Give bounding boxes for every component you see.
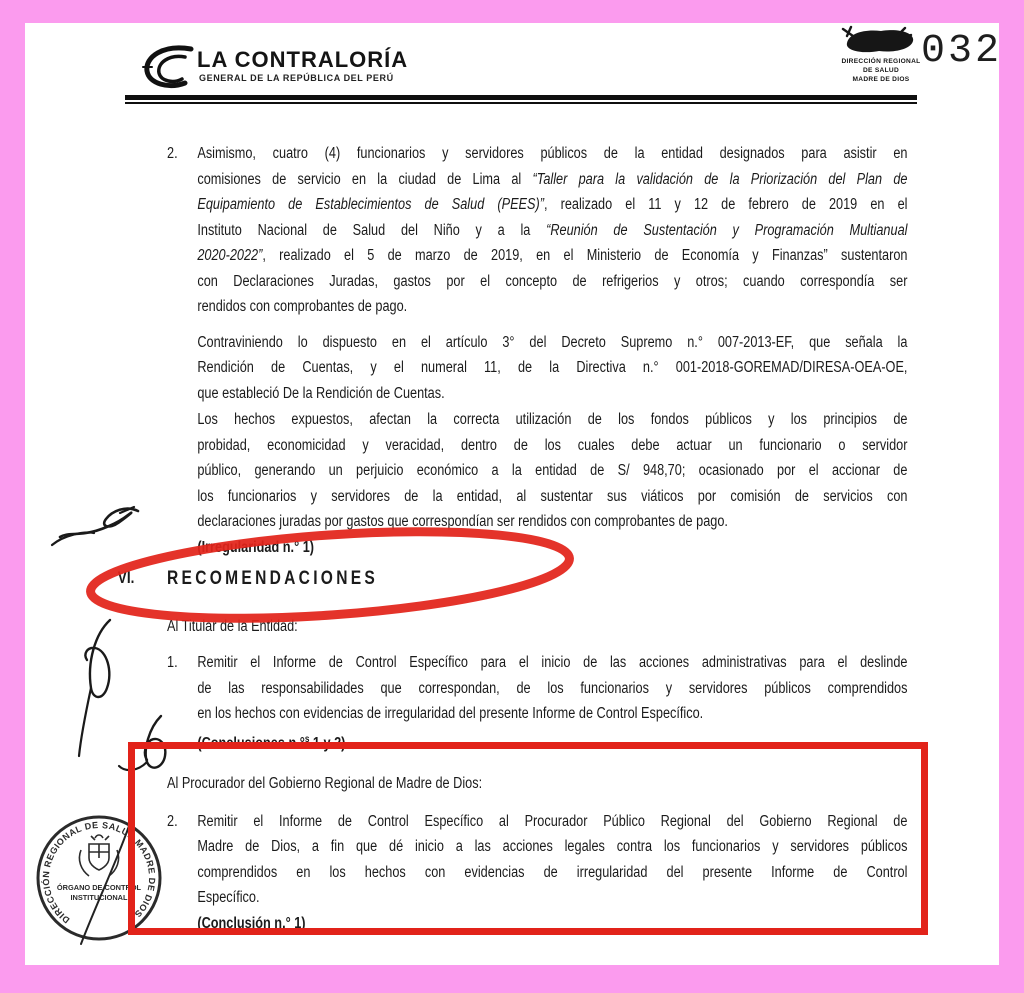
stamp-line3: MADRE DE DIOS	[852, 76, 910, 83]
stamp-line1: DIRECCIÓN REGIONAL	[841, 58, 921, 65]
seal-center-line2: INSTITUCIONAL	[70, 893, 128, 902]
diresa-stamp	[833, 25, 929, 87]
page-number: 032	[921, 29, 1003, 74]
seal-center-line1: ÓRGANO DE CONTROL	[56, 883, 142, 892]
section-title: RECOMENDACIONES	[167, 568, 379, 589]
org-subtitle: GENERAL DE LA REPÚBLICA DEL PERÚ	[199, 73, 394, 83]
red-ellipse-annotation	[65, 518, 605, 633]
section-numeral: VI.	[117, 569, 135, 587]
item-number: 1.	[167, 654, 178, 671]
al-titular-line: Al Titular de la Entidad:	[167, 617, 298, 635]
seal-ring-text: DIRECCIÓN REGIONAL DE SALUD MADRE DE DIOS	[40, 819, 158, 926]
contraloria-logo-icon	[141, 43, 195, 89]
item-text: Asimismo, cuatro (4) funcionarios y servidores públicos de la entidad designados para asistir en comisiones de servicio en la ciudad de Lima al “Taller para la validación de la Priorización del Plan de Equipamiento de Establecimientos de Salud (PEES)”, realizado el 11 y 12 de febrero de 2019 en el Instituto Nacional de Salud del Niño y a la “Reunión de Sustentación y Programación Multianual 2020-2022”, realizado el 5 de marzo de 2019, en el Ministerio de Economía y Finanzas” sustentaron con Declaraciones Juradas, gastos por el concepto de refrigerios y otros; cuando correspondía ser rendidos con comprobantes de pago.	[197, 145, 908, 315]
document-page	[25, 23, 1003, 965]
paragraph-item-2	[167, 141, 907, 320]
conclusion-label: (Conclusión n.° 1)	[197, 914, 306, 932]
item-text: Remitir el Informe de Control Específico para el inicio de las acciones administrativas para el deslinde de las responsabilidades que correspondan, de los funcionarios y servidores públicos comprendidos en los hechos con evidencias de irregularidad del presente Informe de Control Específico.	[197, 654, 908, 722]
item-number: 2.	[167, 145, 178, 162]
paragraph-hechos: Los hechos expuestos, afectan la correcta utilización de los fondos públicos y los principios de probidad, economicidad y veracidad, dentro de los cuales debe actuar un funcionario o servidor público, generando un perjuicio económico a la entidad de S/ 948,70; ocasionado por el accionar de los funcionarios y servidores de la entidad, al sustentar sus viáticos por comisión de servicios con declaraciones juradas por gastos que correspondían ser rendidos con comprobantes de pago.	[197, 411, 908, 530]
org-name: LA CONTRALORÍA	[197, 47, 409, 72]
item-number: 2.	[167, 812, 178, 830]
recommendation-1	[167, 650, 907, 727]
stamp-line2: DE SALUD	[862, 67, 900, 74]
conclusiones-label: (Conclusiones n.°$^s$ 1 y 2)	[197, 733, 346, 752]
item-text: Remitir el Informe de Control Específico al Procurador Público Regional del Gobierno Regional de Madre de Dios, a fin que dé inicio a las acciones legales contra los funcionarios y servidores públicos comprendidos en los hechos con evidencias de irregularidad del presente Informe de Control Específico.	[197, 812, 908, 907]
header-rule	[125, 95, 917, 104]
paragraph-contraviniendo: Contraviniendo lo dispuesto en el artículo 3° del Decreto Supremo n.° 007-2013-EF, que señala la Rendición de Cuentas, y el numeral 11, de la Directiva n.° 001-2018-GOREMAD/DIRESA-OEA-OE, que estableció De la Rendición de Cuentas.	[197, 333, 908, 402]
irregularidad-label: (Irregularidad n.° 1)	[197, 538, 315, 556]
al-procurador-line: Al Procurador del Gobierno Regional de Madre de Dios:	[167, 775, 483, 793]
pen-stroke	[81, 814, 133, 944]
red-rectangle-annotation	[128, 742, 928, 935]
